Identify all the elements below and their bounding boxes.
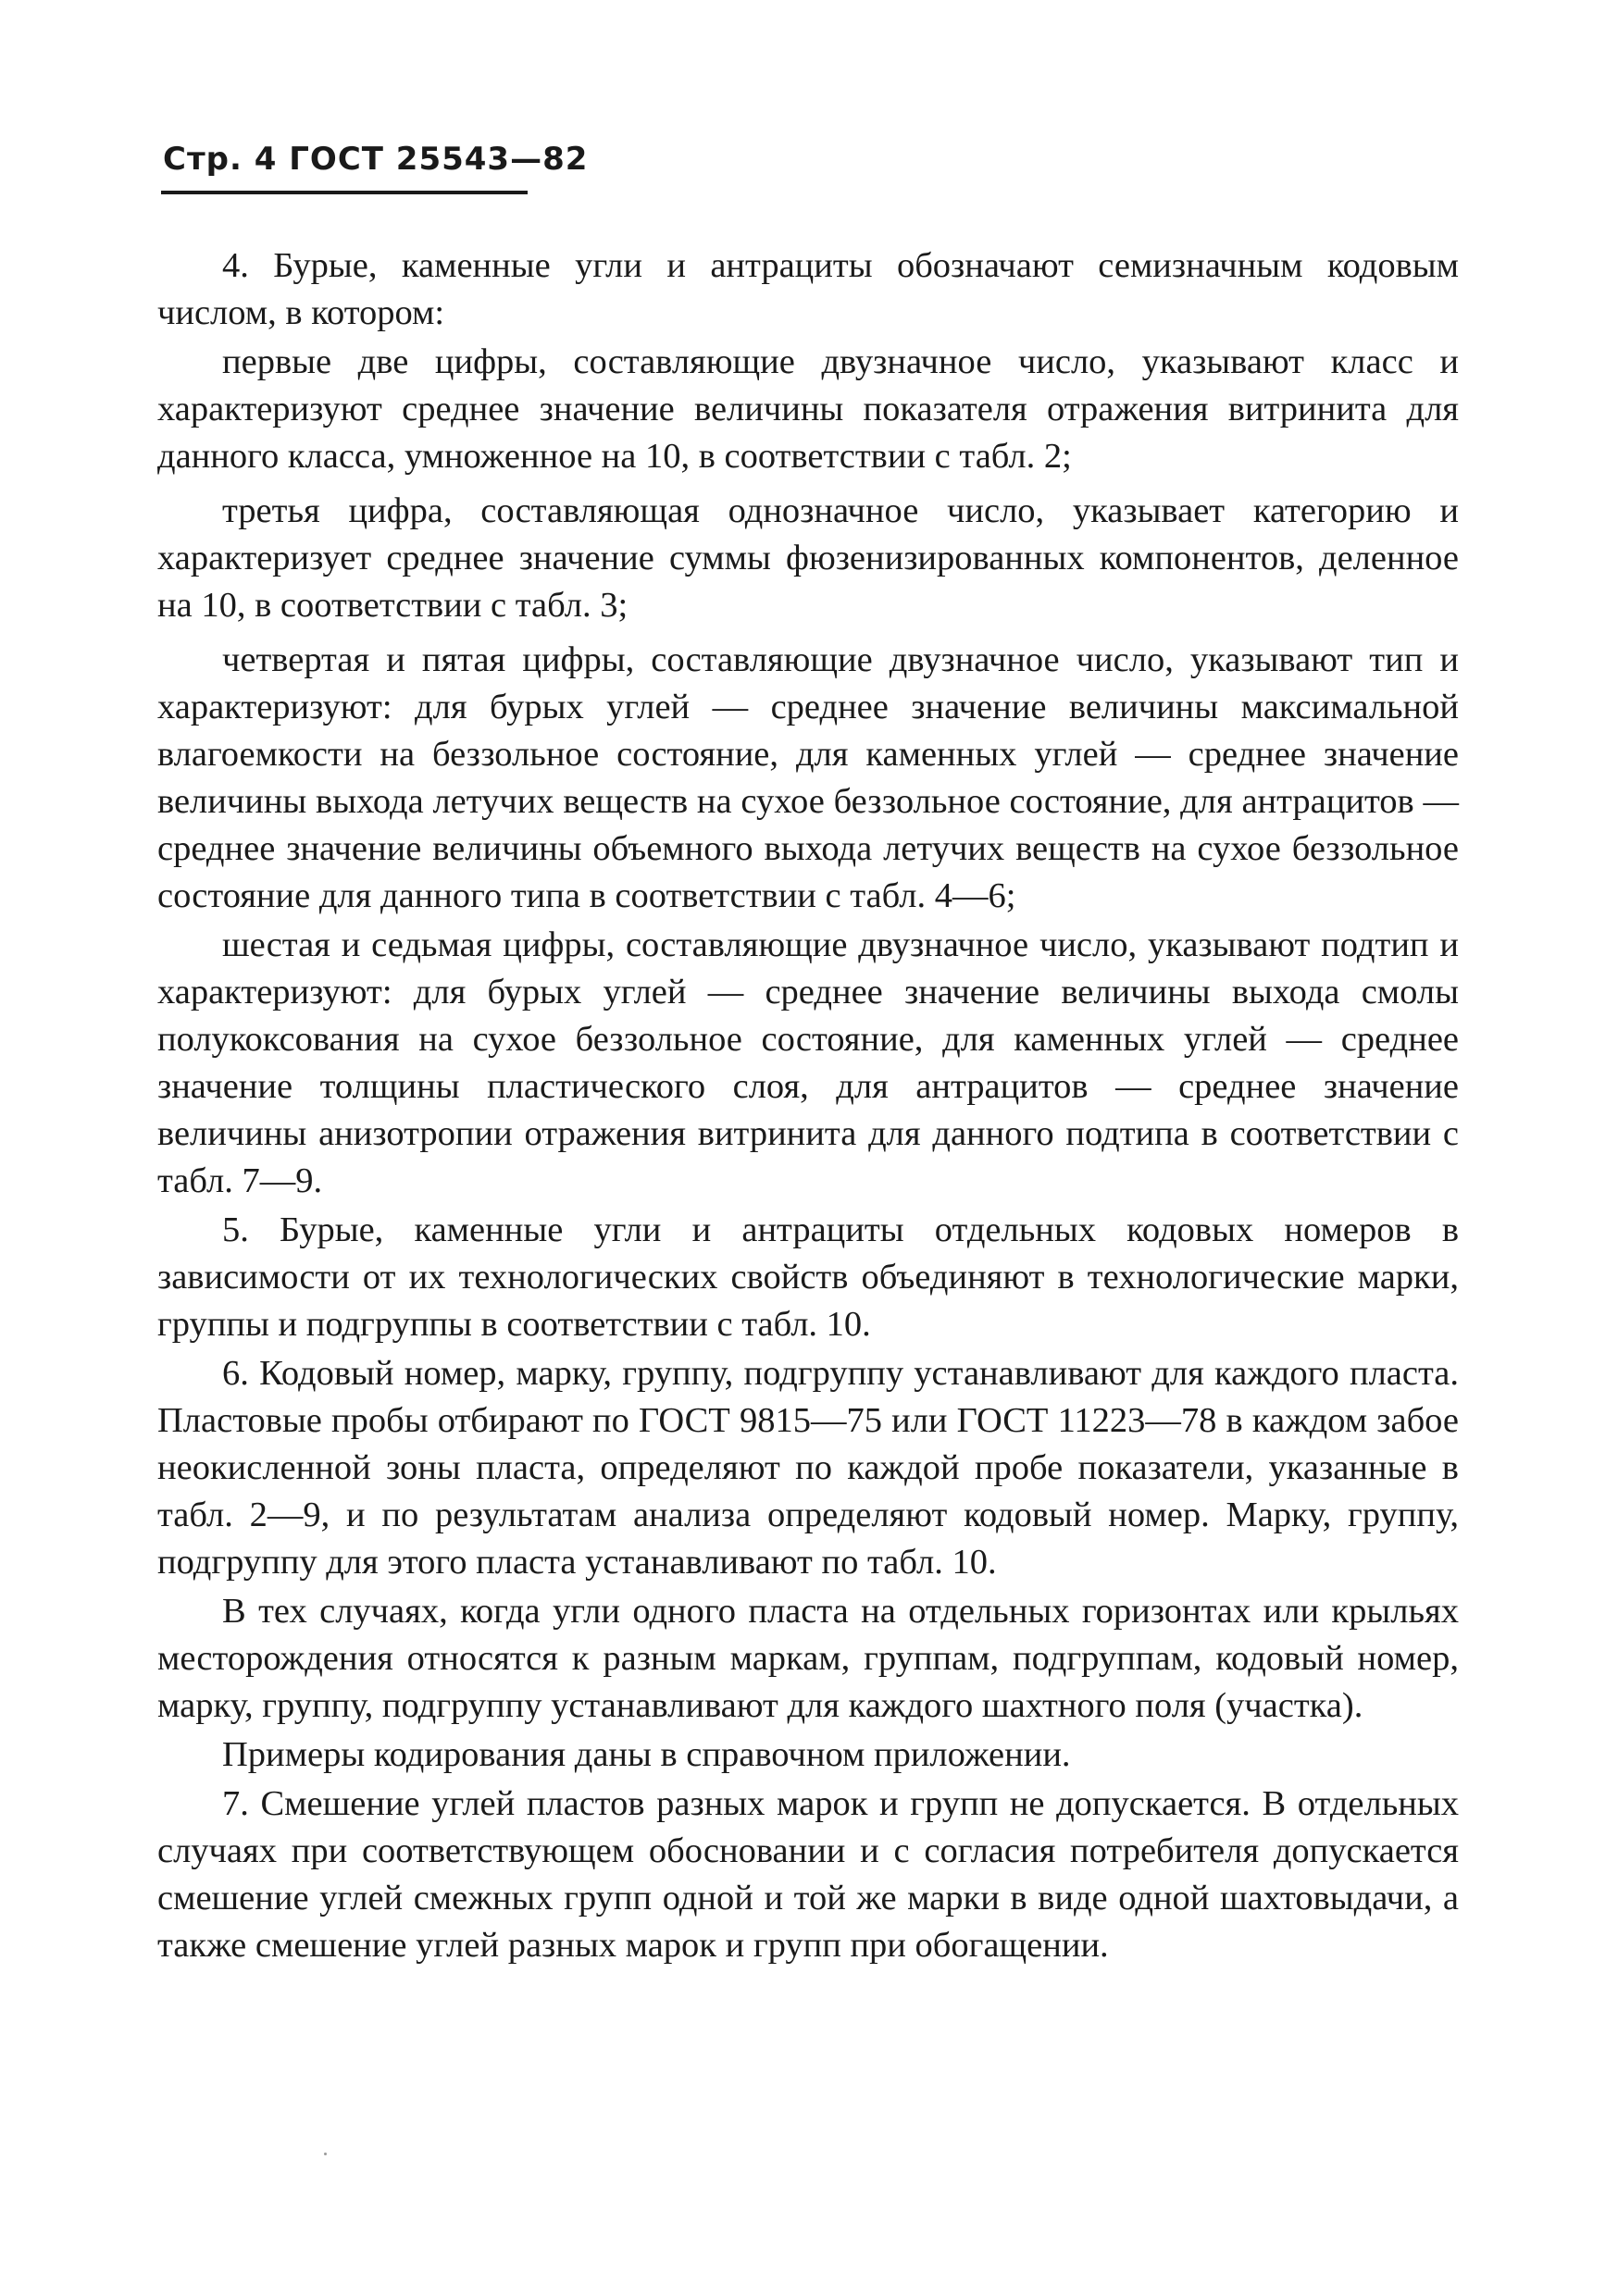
document-body	[157, 242, 1459, 1971]
paragraph-item-5: 5. Бурые, каменные угли и антрациты отдельных кодовых номеров в зависимости от их технологических свойств объединяют в технологические марки, группы и подгруппы в соответствии с табл. 10.	[157, 1210, 1459, 1344]
header-divider	[161, 191, 528, 194]
page-header	[163, 141, 588, 178]
paragraph-digits-4-5: четвертая и пятая цифры, составляющие двузначное число, указывают тип и характеризуют: для бурых углей — среднее значение величины максимальной влагоемкости на беззольное состояние, для каменных углей — среднее значение величины выхода летучих веществ на сухое беззольное состояние, для антрацитов — среднее значение величины объемного выхода летучих веществ на сухое беззольное состояние для данного типа в соответствии с табл. 4—6;	[157, 640, 1459, 915]
standard-number: ГОСТ 25543—82	[289, 141, 589, 178]
paragraph-digits-6-7: шестая и седьмая цифры, составляющие двузначное число, указывают подтип и характеризуют: для бурых углей — среднее значение величины выхода смолы полукоксования на сухое беззольное состояние, для каменных углей — среднее значение толщины пластического слоя, для антрацитов — среднее значение величины анизотропии отражения витринита для данного подтипа в соответствии с табл. 7—9.	[157, 925, 1459, 1200]
paragraph-digits-1-2: первые две цифры, составляющие двузначное число, указывают класс и характеризуют среднее значение величины показателя отражения витринита для данного класса, умноженное на 10, в соответствии с табл. 2;	[157, 342, 1459, 476]
page-number: Стр. 4	[163, 141, 278, 178]
paragraph-item-6: 6. Кодовый номер, марку, группу, подгруппу устанавливают для каждого пласта. Пластовые пробы отбирают по ГОСТ 9815—75 или ГОСТ 11223—78 в каждом забое неокисленной зоны пласта, определяют по каждой пробе показатели, указанные в табл. 2—9, и по результатам анализа определяют кодовый номер. Марку, группу, подгруппу для этого пласта устанавливают по табл. 10.	[157, 1354, 1459, 1582]
paragraph-examples: Примеры кодирования даны в справочном приложении.	[222, 1735, 1071, 1774]
paragraph-item-7: 7. Смешение углей пластов разных марок и групп не допускается. В отдельных случаях при соответствующем обосновании и с согласия потребителя допускается смешение углей смежных групп одной и той же марки в виде одной шахтовыдачи, а также смешение углей разных марок и групп при обогащении.	[157, 1784, 1459, 1965]
scan-speck	[324, 2153, 327, 2155]
paragraph-digit-3: третья цифра, составляющая однозначное число, указывает категорию и характеризует среднее значение суммы фюзенизированных компонентов, деленное на 10, в соответствии с табл. 3;	[157, 491, 1459, 625]
paragraph-item-4: 4. Бурые, каменные угли и антрациты обозначают семизначным кодовым числом, в котором:	[157, 246, 1459, 332]
paragraph-cases: В тех случаях, когда угли одного пласта на отдельных горизонтах или крыльях месторождения относятся к разным маркам, группам, подгруппам, кодовый номер, марку, группу, подгруппу устанавливают для каждого шахтного поля (участка).	[157, 1592, 1459, 1725]
